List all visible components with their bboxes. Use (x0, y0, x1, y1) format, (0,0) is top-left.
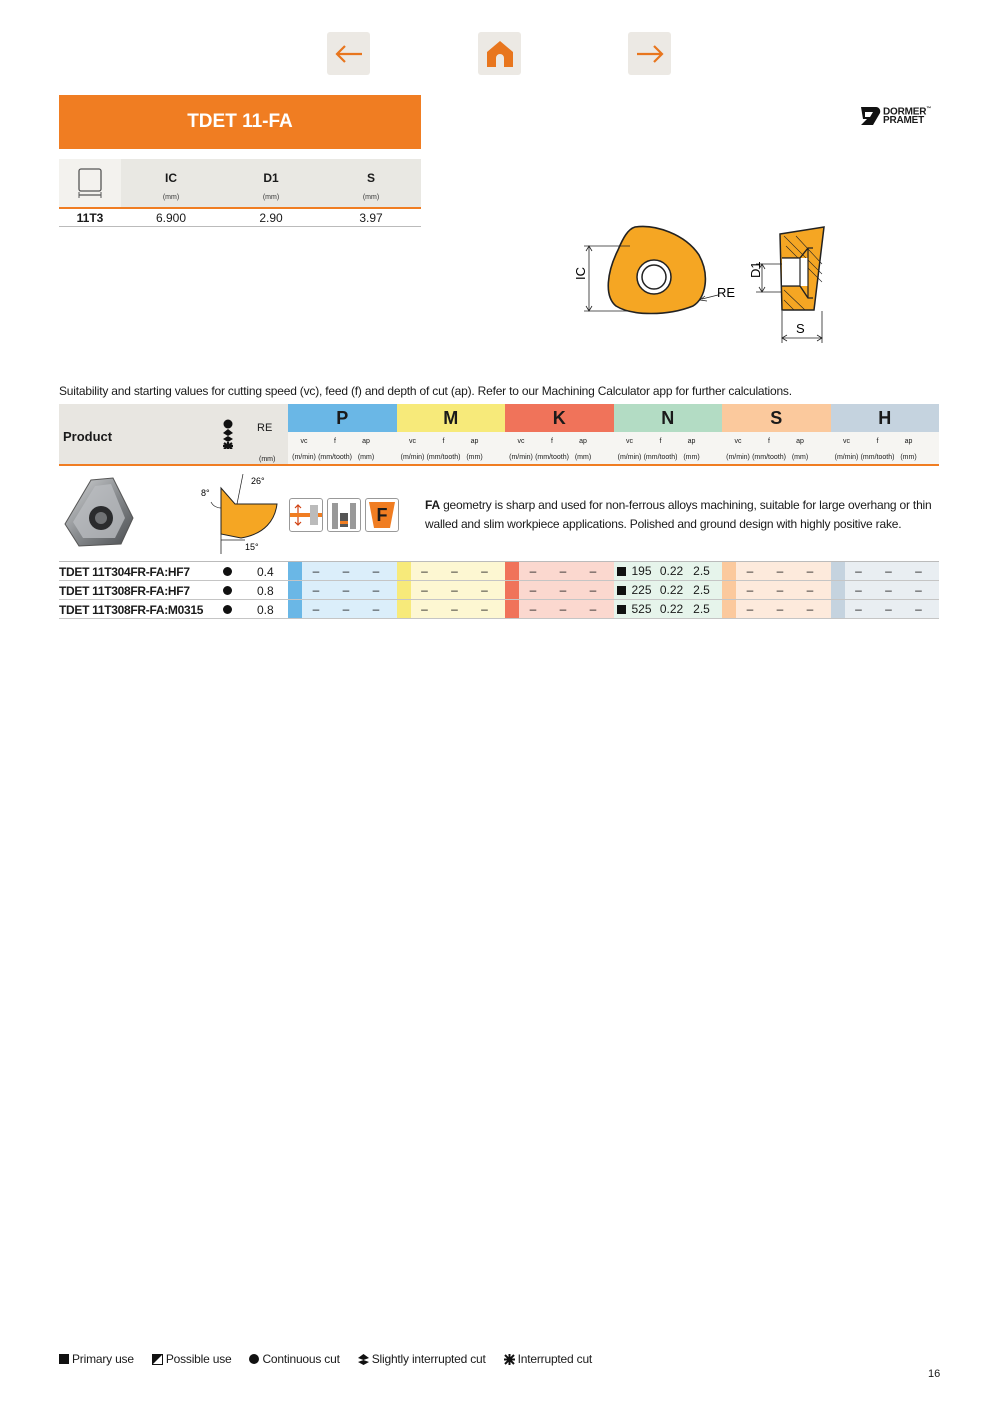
param-unit: (mm) (900, 454, 917, 461)
brand-line2: PRAMET (883, 115, 925, 127)
primary-use-mark (617, 605, 626, 614)
group-color-strip (397, 581, 411, 599)
group-color-strip (288, 562, 302, 580)
overhang-application-icon (289, 498, 323, 532)
param-unit: (mm) (574, 454, 592, 461)
cell-value: – (885, 583, 892, 597)
label-s: S (796, 321, 805, 336)
f-geometry-badge: F (365, 498, 399, 532)
group-params (288, 432, 397, 464)
prev-page-button[interactable] (327, 32, 370, 75)
cutting-data-table (59, 404, 939, 619)
cell-value: – (451, 602, 458, 616)
param-label: f (876, 438, 879, 445)
param-label: ap (687, 438, 696, 445)
insert-size-icon (59, 159, 121, 207)
cell-value: – (372, 602, 380, 616)
thin-wall-application-icon (327, 498, 361, 532)
arrow-right-icon (635, 44, 665, 64)
group-letter: S (722, 404, 831, 432)
cell-value: – (746, 602, 754, 616)
next-page-button[interactable] (628, 32, 671, 75)
cell-value: 2.5 (693, 583, 710, 597)
param-label: vc (626, 438, 633, 445)
group-color-strip (505, 562, 519, 580)
cell-value: – (312, 583, 320, 597)
param-unit: (mm) (791, 454, 809, 461)
param-label: vc (409, 438, 416, 445)
dims-col-ic: IC (mm) (162, 171, 180, 201)
dims-d1-value: 2.90 (259, 211, 283, 225)
cell-value: 0.22 (659, 564, 684, 578)
cell-value: – (806, 583, 814, 597)
param-label: f (334, 438, 336, 445)
cell-value: – (806, 564, 814, 578)
group-letter: M (397, 404, 506, 432)
param-unit: (m/min) (834, 454, 859, 461)
param-label: f (551, 438, 553, 445)
cell-value: – (776, 583, 784, 597)
param-label: f (659, 438, 662, 445)
cell-value: 195 (631, 564, 652, 578)
cell-value: – (885, 564, 892, 578)
param-unit: (mm/tooth) (860, 454, 895, 461)
cell-value: – (559, 583, 567, 597)
page-title: TDET 11-FA (59, 95, 421, 149)
legend-interrupted: Interrupted cut (504, 1352, 592, 1366)
dimensions-header (59, 159, 421, 209)
group-cell-h (831, 600, 940, 618)
dims-ic-value: 6.900 (155, 211, 187, 225)
material-group-p (288, 404, 397, 464)
material-group-n (614, 404, 723, 464)
primary-use-icon (59, 1354, 69, 1364)
param-unit: (m/min) (509, 454, 533, 461)
cell-value: – (855, 583, 862, 597)
group-color-strip (288, 600, 302, 618)
cell-value: 2.5 (693, 602, 710, 616)
insert-technical-drawing (560, 220, 830, 350)
cell-value: – (589, 583, 597, 597)
param-unit: (m/min) (726, 454, 750, 461)
re-value: 0.8 (257, 603, 274, 617)
param-unit: (m/min) (400, 454, 425, 461)
product-header: Product (63, 429, 113, 444)
param-unit: (mm/tooth) (752, 454, 786, 461)
material-group-h (831, 404, 940, 464)
cell-value: – (529, 602, 537, 616)
group-cell-s (722, 562, 831, 580)
re-value: 0.8 (257, 584, 274, 598)
cell-value: – (451, 583, 458, 597)
legend-possible: Possible use (152, 1352, 232, 1366)
group-cell-n (614, 581, 723, 599)
slightly-interrupted-icon (358, 1354, 369, 1365)
group-cell-s (722, 600, 831, 618)
legend-slight: Slightly interrupted cut (358, 1352, 486, 1366)
group-color-strip (722, 581, 736, 599)
group-cell-n (614, 562, 723, 580)
group-color-strip (831, 600, 845, 618)
cell-value: – (312, 564, 320, 578)
cell-value: – (421, 564, 428, 578)
param-label: ap (362, 438, 370, 445)
group-params (505, 432, 614, 464)
group-color-strip (831, 581, 845, 599)
cell-value: – (529, 564, 537, 578)
param-unit: (mm/tooth) (643, 454, 678, 461)
cell-value: – (589, 564, 597, 578)
param-label: ap (904, 438, 913, 445)
possible-use-icon (152, 1354, 163, 1365)
home-icon (484, 38, 516, 70)
cell-value: – (915, 602, 922, 616)
dims-col-d1: D1 (mm) (262, 171, 280, 201)
group-color-strip (722, 562, 736, 580)
table-header (59, 404, 939, 466)
cell-value: – (559, 564, 567, 578)
param-label: vc (734, 438, 742, 445)
group-cell-m (397, 600, 506, 618)
cell-value: – (855, 564, 862, 578)
angle-15: 15° (245, 542, 259, 552)
group-cell-k (505, 581, 614, 599)
label-re: RE (717, 285, 736, 300)
continuous-cut-mark (223, 567, 232, 576)
cell-value: – (481, 583, 488, 597)
cell-value: – (481, 602, 488, 616)
param-unit: (mm) (683, 454, 700, 461)
param-label: vc (843, 438, 850, 445)
group-letter: N (614, 404, 723, 432)
cell-value: – (776, 602, 784, 616)
legend-primary: Primary use (59, 1352, 134, 1366)
group-color-strip (505, 600, 519, 618)
label-ic: IC (573, 267, 588, 280)
continuous-cut-mark (223, 586, 232, 595)
group-color-strip (397, 562, 411, 580)
group-params (397, 432, 506, 464)
dims-s-value: 3.97 (359, 211, 383, 225)
cell-value: – (481, 564, 488, 578)
cell-value: – (372, 564, 380, 578)
param-label: vc (517, 438, 525, 445)
group-params (614, 432, 723, 464)
page-number: 16 (928, 1368, 941, 1380)
group-letter: P (288, 404, 397, 432)
product-name: TDET 11T308FR-FA:HF7 (59, 584, 190, 598)
group-cell-p (288, 562, 397, 580)
primary-use-mark (617, 586, 626, 595)
param-label: ap (579, 438, 587, 445)
cell-value: – (589, 602, 597, 616)
cell-value: – (855, 602, 862, 616)
geometry-angle-diagram (199, 474, 279, 558)
dims-col-s: S (mm) (362, 171, 380, 201)
arrow-left-icon (334, 44, 364, 64)
param-unit: (mm/tooth) (426, 454, 461, 461)
group-cell-k (505, 600, 614, 618)
param-unit: (mm/tooth) (535, 454, 569, 461)
group-cell-h (831, 562, 940, 580)
cell-value: 0.22 (659, 583, 684, 597)
dims-size: 11T3 (76, 211, 104, 225)
cell-value: – (746, 583, 754, 597)
cell-value: 2.5 (693, 564, 710, 578)
continuous-cut-mark (223, 605, 232, 614)
group-color-strip (505, 581, 519, 599)
table-row (59, 600, 939, 619)
group-letter: H (831, 404, 940, 432)
cell-value: – (342, 602, 350, 616)
brand-logo (860, 104, 940, 128)
angle-8: 8° (201, 488, 210, 498)
param-label: ap (796, 438, 804, 445)
cell-value: – (372, 583, 380, 597)
group-cell-m (397, 581, 506, 599)
param-unit: (mm) (357, 454, 375, 461)
dimensions-table (59, 159, 421, 227)
continuous-cut-icon (249, 1354, 259, 1364)
brand-tm: ™ (926, 106, 932, 112)
cell-value: – (529, 583, 537, 597)
cell-value: – (421, 602, 428, 616)
table-row (59, 562, 939, 581)
re-unit: (mm) (259, 456, 276, 463)
param-label: f (442, 438, 445, 445)
primary-use-mark (617, 567, 626, 576)
material-group-k (505, 404, 614, 464)
group-color-strip (397, 600, 411, 618)
brand-line1: DORMER (883, 106, 927, 118)
group-params (831, 432, 940, 464)
group-cell-k (505, 562, 614, 580)
home-button[interactable] (478, 32, 521, 75)
re-header: RE (257, 422, 273, 434)
cell-value: – (915, 564, 922, 578)
cell-value: 0.22 (659, 602, 684, 616)
group-cell-s (722, 581, 831, 599)
insert-photo (61, 474, 139, 552)
group-cell-n (614, 600, 723, 618)
product-name: TDET 11T304FR-FA:HF7 (59, 565, 190, 579)
cell-value: 525 (631, 602, 652, 616)
group-letter: K (505, 404, 614, 432)
param-unit: (mm) (466, 454, 483, 461)
geometry-description: FA geometry is sharp and used for non-ferrous alloys machining, suitable for large overhang or thin walled and slim workpiece applications. Polished and ground design with highly positive rake. (425, 498, 932, 531)
cell-value: – (885, 602, 892, 616)
group-color-strip (288, 581, 302, 599)
param-unit: (mm/tooth) (318, 454, 352, 461)
geometry-description-row (59, 466, 939, 562)
cell-value: – (806, 602, 814, 616)
group-cell-p (288, 581, 397, 599)
cell-value: – (746, 564, 754, 578)
angle-26: 26° (251, 476, 265, 486)
re-value: 0.4 (257, 565, 274, 579)
group-cell-m (397, 562, 506, 580)
legend-continuous: Continuous cut (249, 1352, 339, 1366)
param-unit: (m/min) (292, 454, 316, 461)
cell-value: – (342, 583, 350, 597)
param-unit: (m/min) (617, 454, 642, 461)
table-row (59, 581, 939, 600)
product-name: TDET 11T308FR-FA:M0315 (59, 603, 204, 617)
group-color-strip (831, 562, 845, 580)
legend (59, 1352, 592, 1366)
cell-value: – (451, 564, 458, 578)
cut-type-icons (222, 419, 234, 449)
material-group-m (397, 404, 506, 464)
suitability-caption: Suitability and starting values for cutting speed (vc), feed (f) and depth of cut (ap). Refer to our Machining Calculator app for further calculations. (59, 384, 792, 398)
cell-value: – (559, 602, 567, 616)
group-cell-p (288, 600, 397, 618)
cell-value: – (312, 602, 320, 616)
material-group-s (722, 404, 831, 464)
param-label: ap (470, 438, 479, 445)
param-label: f (768, 438, 770, 445)
cell-value: – (915, 583, 922, 597)
group-cell-h (831, 581, 940, 599)
cell-value: 225 (631, 583, 652, 597)
cell-value: – (421, 583, 428, 597)
interrupted-cut-icon (504, 1354, 515, 1365)
label-d1: D1 (748, 261, 763, 278)
group-color-strip (722, 600, 736, 618)
cell-value: – (342, 564, 350, 578)
cell-value: – (776, 564, 784, 578)
group-params (722, 432, 831, 464)
dims-row (59, 209, 421, 227)
param-label: vc (300, 438, 308, 445)
